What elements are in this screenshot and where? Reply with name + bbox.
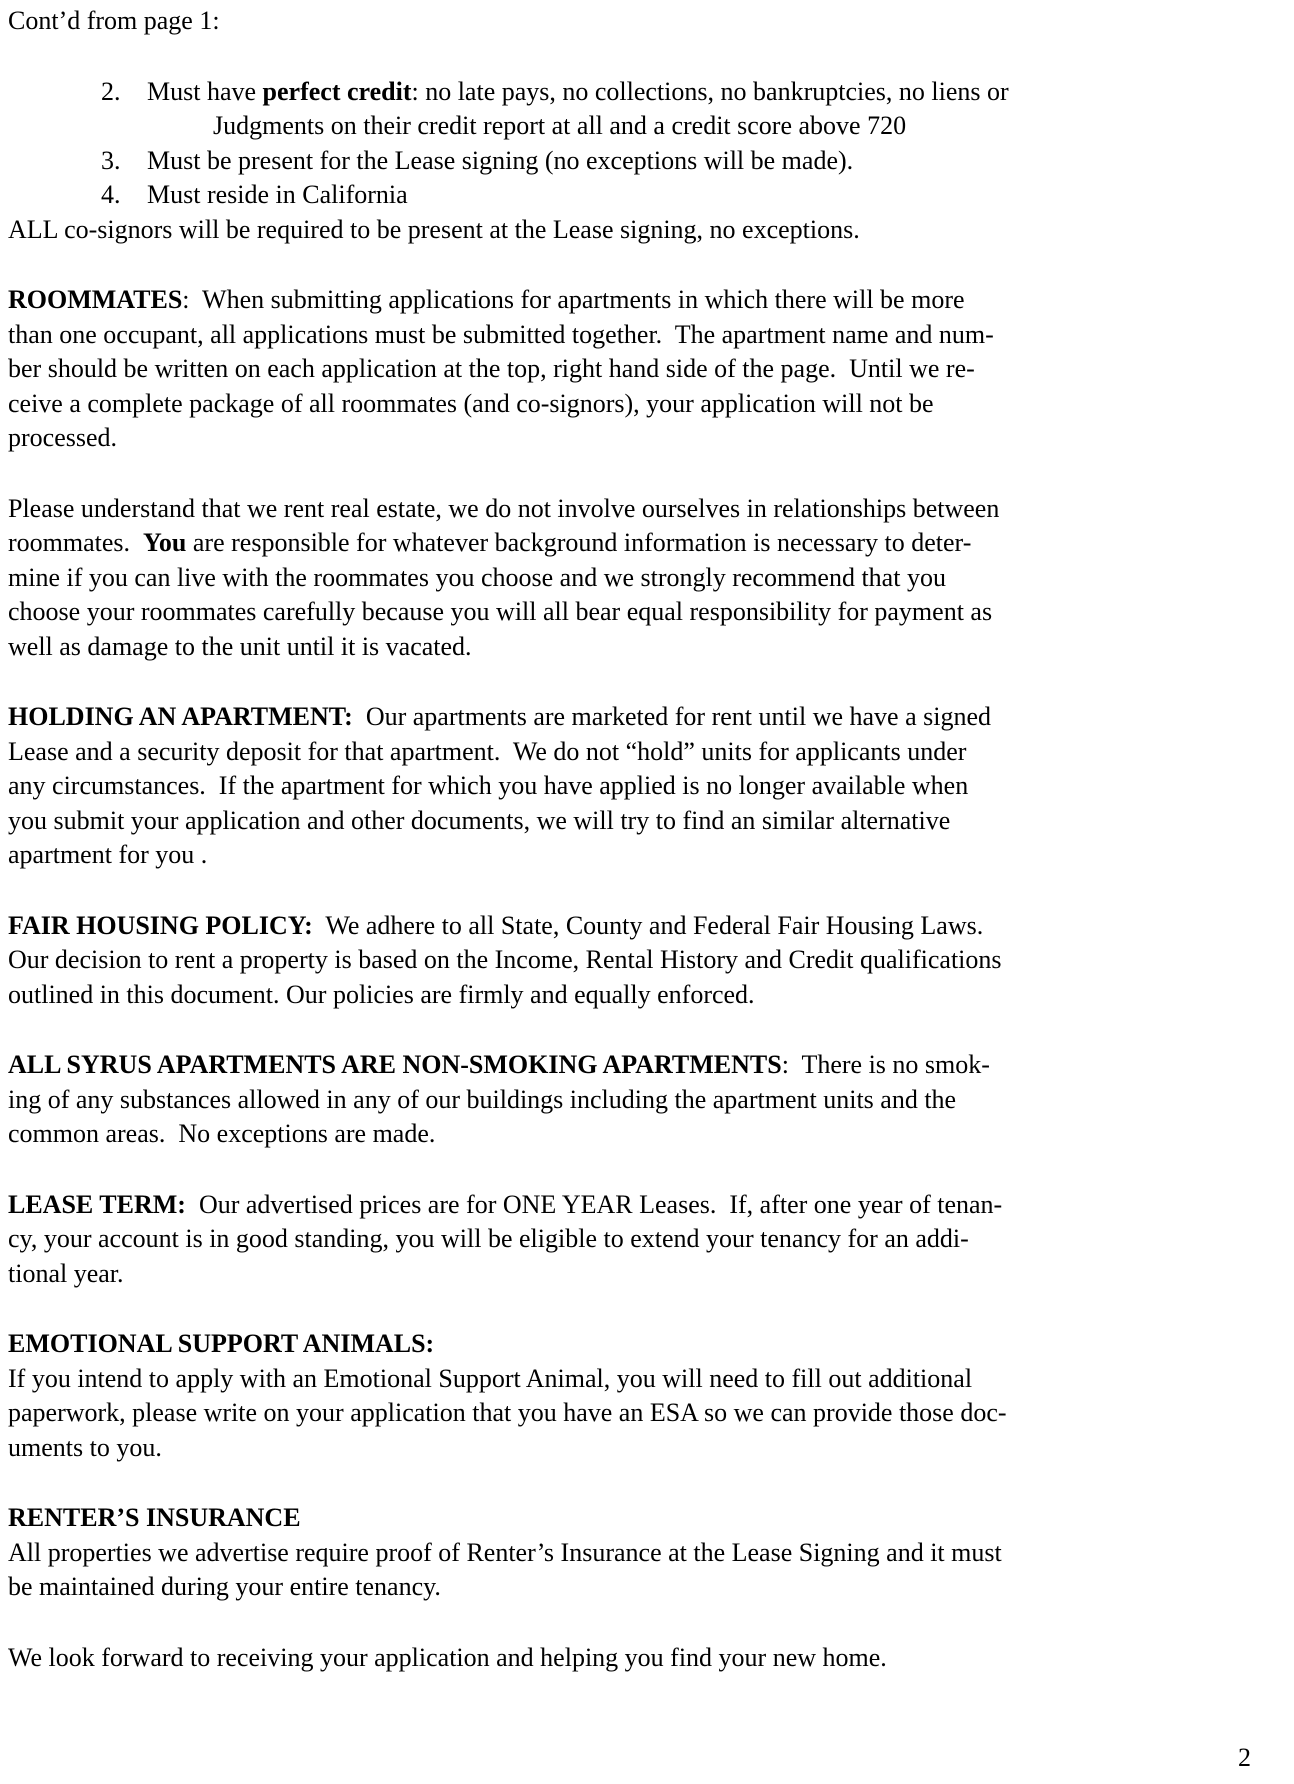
text-run: roommates. bbox=[8, 528, 144, 557]
bold-text-run: EMOTIONAL SUPPORT ANIMALS: bbox=[8, 1329, 435, 1358]
text-run: Must have bbox=[147, 76, 263, 106]
continuation-note bbox=[8, 4, 1294, 39]
bold-text-run: ROOMMATES bbox=[8, 285, 183, 314]
text-line bbox=[8, 804, 1294, 839]
text-line bbox=[8, 978, 1294, 1013]
text-run: processed. bbox=[8, 423, 118, 452]
text-line bbox=[8, 1396, 1294, 1431]
text-line bbox=[8, 1117, 1294, 1152]
text-run: : no late pays, no collections, no bankruptcies, no liens or bbox=[411, 76, 1009, 106]
text-run: Our apartments are marketed for rent until we have a signed bbox=[352, 702, 992, 731]
lease-term bbox=[8, 1188, 1294, 1292]
text-line bbox=[8, 700, 1294, 735]
text-run: ALL co-signors will be required to be present at the Lease signing, no exceptions. bbox=[8, 214, 860, 244]
text-line bbox=[8, 630, 1294, 665]
text-run: mine if you can live with the roommates you choose and we strongly recommend that you bbox=[8, 562, 946, 592]
bold-text-run: perfect credit bbox=[262, 76, 412, 106]
list-number: 4. bbox=[101, 180, 121, 209]
text-run: Must be present for the Lease signing (no exceptions will be made). bbox=[147, 145, 854, 175]
text-line bbox=[8, 943, 1294, 978]
text-line bbox=[8, 1570, 1294, 1605]
bold-text-run: ALL SYRUS APARTMENTS ARE NON-SMOKING APARTMENTS bbox=[8, 1050, 782, 1079]
text-line bbox=[8, 1362, 1294, 1397]
text-run: well as damage to the unit until it is vacated. bbox=[8, 631, 472, 661]
text-run: any circumstances. If the apartment for which you have applied is no longer available when bbox=[8, 771, 969, 800]
text-run: outlined in this document. Our policies are firmly and equally enforced. bbox=[8, 979, 755, 1009]
page-number: 2 bbox=[1238, 1743, 1251, 1772]
text-line bbox=[8, 1257, 1294, 1292]
holding-an-apartment bbox=[8, 700, 1294, 873]
document-body bbox=[8, 4, 1294, 1711]
bold-text-run: HOLDING AN APARTMENT: bbox=[8, 702, 353, 731]
text-run: ceive a complete package of all roommates (and co-signors), your application will not be bbox=[8, 388, 934, 418]
text-run: are responsible for whatever background information is necessary to deter- bbox=[186, 528, 972, 557]
list-number: 3. bbox=[101, 145, 121, 175]
text-run: Please understand that we rent real estate, we do not involve ourselves in relationships between bbox=[8, 493, 1000, 523]
roommate-responsibility bbox=[8, 492, 1294, 665]
text-run: common areas. No exceptions are made. bbox=[8, 1119, 436, 1148]
text-line bbox=[8, 1222, 1294, 1257]
text-run: cy, your account is in good standing, you will be eligible to extend your tenancy for an addi- bbox=[8, 1224, 969, 1253]
text-run: paperwork, please write on your application that you have an ESA so we can provide those doc- bbox=[8, 1398, 1007, 1427]
text-run: : When submitting applications for apartments in which there will be more bbox=[182, 285, 965, 314]
closing-note bbox=[8, 1641, 1294, 1676]
text-line bbox=[8, 1327, 1294, 1362]
text-line bbox=[8, 213, 1294, 248]
text-line bbox=[8, 109, 1294, 144]
text-run: We adhere to all State, County and Federal Fair Housing Laws. bbox=[312, 910, 984, 940]
text-run: Our advertised prices are for ONE YEAR Leases. If, after one year of tenan- bbox=[185, 1189, 1003, 1219]
text-line bbox=[8, 595, 1294, 630]
text-line bbox=[8, 492, 1294, 527]
text-line bbox=[8, 283, 1294, 318]
text-run: uments to you. bbox=[8, 1432, 162, 1462]
text-line bbox=[8, 1641, 1294, 1676]
text-line bbox=[8, 769, 1294, 804]
bold-text-run: LEASE TERM: bbox=[8, 1189, 186, 1219]
text-run: : There is no smok- bbox=[781, 1050, 990, 1079]
text-line bbox=[8, 178, 1294, 213]
non-smoking-policy bbox=[8, 1048, 1294, 1152]
text-line bbox=[8, 75, 1294, 110]
text-run: you submit your application and other documents, we will try to find an similar alternative bbox=[8, 805, 951, 835]
text-run: be maintained during your entire tenancy. bbox=[8, 1572, 441, 1601]
text-run: Judgments on their credit report at all and a credit score above 720 bbox=[213, 111, 907, 140]
text-line bbox=[8, 144, 1294, 179]
fair-housing-policy bbox=[8, 909, 1294, 1013]
text-line bbox=[8, 735, 1294, 770]
text-run: apartment for you . bbox=[8, 840, 208, 869]
emotional-support-animals bbox=[8, 1327, 1294, 1465]
text-line bbox=[8, 1048, 1294, 1083]
text-line bbox=[8, 1501, 1294, 1536]
text-run: ing of any substances allowed in any of our buildings including the apartment units and the bbox=[8, 1084, 957, 1114]
bold-text-run: RENTER’S INSURANCE bbox=[8, 1503, 301, 1532]
text-run: Lease and a security deposit for that apartment. We do not “hold” units for applicants under bbox=[8, 736, 967, 766]
text-run: Must reside in California bbox=[147, 180, 408, 209]
text-line bbox=[8, 387, 1294, 422]
text-run: ber should be written on each application at the top, right hand side of the page. Until we re- bbox=[8, 354, 975, 383]
text-line bbox=[8, 1431, 1294, 1466]
list-number: 2. bbox=[101, 76, 121, 106]
text-run: choose your roommates carefully because you will all bear equal responsibility for payment as bbox=[8, 597, 993, 626]
text-line bbox=[8, 526, 1294, 561]
bold-text-run: FAIR HOUSING POLICY: bbox=[8, 910, 313, 940]
text-line bbox=[8, 561, 1294, 596]
text-line bbox=[8, 318, 1294, 353]
text-line bbox=[8, 4, 1294, 39]
text-line bbox=[8, 421, 1294, 456]
text-line bbox=[8, 1536, 1294, 1571]
text-line bbox=[8, 1188, 1294, 1223]
text-run: Our decision to rent a property is based on the Income, Rental History and Credit qualifications bbox=[8, 945, 1002, 974]
text-line bbox=[8, 838, 1294, 873]
text-run: We look forward to receiving your application and helping you find your new home. bbox=[8, 1642, 887, 1672]
text-run: tional year. bbox=[8, 1258, 124, 1288]
text-run: than one occupant, all applications must be submitted together. The apartment name and num- bbox=[8, 319, 994, 349]
text-run: Cont’d from page 1: bbox=[8, 6, 220, 35]
text-line bbox=[8, 352, 1294, 387]
bold-text-run: You bbox=[143, 528, 187, 557]
text-run: If you intend to apply with an Emotional Support Animal, you will need to fill out additional bbox=[8, 1363, 973, 1393]
cosigner-requirements-list bbox=[8, 75, 1294, 248]
roommates-policy bbox=[8, 283, 1294, 456]
text-run: All properties we advertise require proof of Renter’s Insurance at the Lease Signing and it must bbox=[8, 1537, 1002, 1567]
renters-insurance bbox=[8, 1501, 1294, 1605]
text-line bbox=[8, 909, 1294, 944]
text-line bbox=[8, 1083, 1294, 1118]
